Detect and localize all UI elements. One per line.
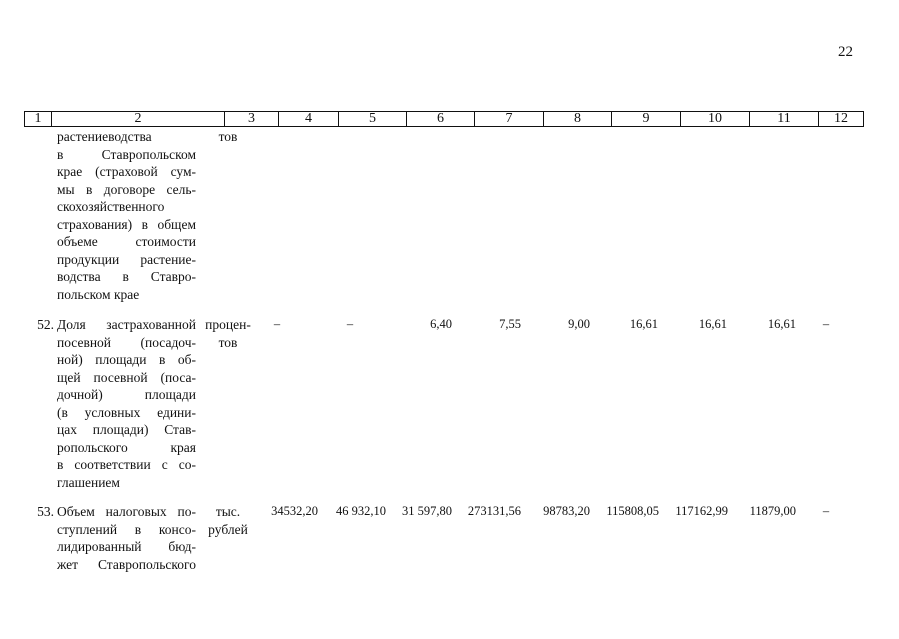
text-line: щей посевной (поса- bbox=[57, 369, 196, 385]
value-col-12: – bbox=[822, 504, 830, 518]
value-col-9: 115808,05 bbox=[606, 504, 659, 518]
header-col-6: 6 bbox=[407, 112, 475, 126]
text-line: лидированный бюд- bbox=[57, 539, 196, 554]
table-header-row bbox=[24, 111, 864, 127]
value-col-4: 34532,20 bbox=[271, 504, 318, 518]
text-line: жет Ставропольского bbox=[57, 556, 196, 572]
value-col-10: 16,61 bbox=[698, 317, 727, 331]
text-line: Объем налоговых по- bbox=[57, 504, 196, 519]
unit-cell bbox=[202, 503, 254, 538]
header-col-5: 5 bbox=[339, 112, 407, 126]
text-line: ступлений в консо- bbox=[57, 521, 196, 537]
header-col-1: 1 bbox=[25, 112, 52, 126]
value-col-6: 31 597,80 bbox=[402, 504, 452, 518]
text-line: польском крае bbox=[57, 286, 140, 302]
value-col-7: 7,55 bbox=[499, 317, 521, 331]
unit-line: тыс. bbox=[215, 504, 241, 519]
text-line: посевной (посадоч- bbox=[57, 334, 196, 350]
row-number: 52. bbox=[37, 317, 54, 332]
indicator-text bbox=[57, 128, 196, 303]
value-col-5: 46 932,10 bbox=[336, 504, 386, 518]
unit-cell bbox=[202, 128, 254, 146]
header-col-3: 3 bbox=[225, 112, 279, 126]
unit-line: процен- bbox=[205, 317, 251, 332]
text-line: крае (страховой сум- bbox=[57, 164, 196, 179]
text-line: в соответствии с со- bbox=[57, 457, 196, 472]
text-line: ропольского края bbox=[57, 439, 196, 455]
value-col-9: 16,61 bbox=[629, 317, 658, 331]
indicator-text bbox=[57, 503, 196, 573]
value-col-8: 9,00 bbox=[568, 317, 590, 331]
text-line: (в условных едини- bbox=[57, 404, 196, 420]
value-col-11: 11879,00 bbox=[749, 504, 796, 518]
text-line: страхования) в общем bbox=[57, 216, 196, 232]
value-col-7: 273131,56 bbox=[467, 504, 521, 518]
text-line: растениеводства bbox=[57, 129, 152, 144]
value-col-6: 6,40 bbox=[430, 317, 452, 331]
text-line: глашением bbox=[57, 474, 120, 490]
text-line: дочной) площади bbox=[57, 387, 196, 402]
value-col-11: 16,61 bbox=[767, 317, 796, 331]
unit-line: рублей bbox=[208, 521, 248, 537]
indicator-text bbox=[57, 316, 196, 491]
text-line: цах площади) Став- bbox=[57, 422, 196, 437]
header-col-9: 9 bbox=[612, 112, 681, 126]
value-col-10: 117162,99 bbox=[675, 504, 728, 518]
header-col-8: 8 bbox=[544, 112, 612, 126]
value-col-8: 98783,20 bbox=[543, 504, 590, 518]
text-line: Доля застрахованной bbox=[57, 317, 196, 332]
value-col-5: – bbox=[346, 317, 354, 331]
unit-line: тов bbox=[218, 129, 238, 144]
header-col-12: 12 bbox=[834, 111, 848, 126]
text-line: объеме стоимости bbox=[57, 234, 196, 249]
text-line: водства в Ставро- bbox=[57, 269, 196, 284]
page-number: 22 bbox=[838, 44, 853, 60]
unit-line: тов bbox=[218, 334, 238, 350]
header-col-7: 7 bbox=[475, 112, 544, 126]
text-line: продукции растение- bbox=[57, 251, 196, 267]
text-line: в Ставропольском bbox=[57, 146, 196, 162]
unit-cell bbox=[202, 316, 254, 351]
value-col-12: – bbox=[822, 317, 830, 331]
text-line: мы в договоре сель- bbox=[57, 181, 196, 197]
row-number: 53. bbox=[37, 504, 54, 519]
header-col-10: 10 bbox=[681, 112, 750, 126]
header-col-4: 4 bbox=[279, 112, 339, 126]
header-col-2: 2 bbox=[52, 112, 225, 126]
text-line: ной) площади в об- bbox=[57, 352, 196, 367]
value-col-4: – bbox=[273, 317, 281, 331]
text-line: скохозяйственного bbox=[57, 199, 165, 214]
header-col-11: 11 bbox=[750, 112, 819, 126]
